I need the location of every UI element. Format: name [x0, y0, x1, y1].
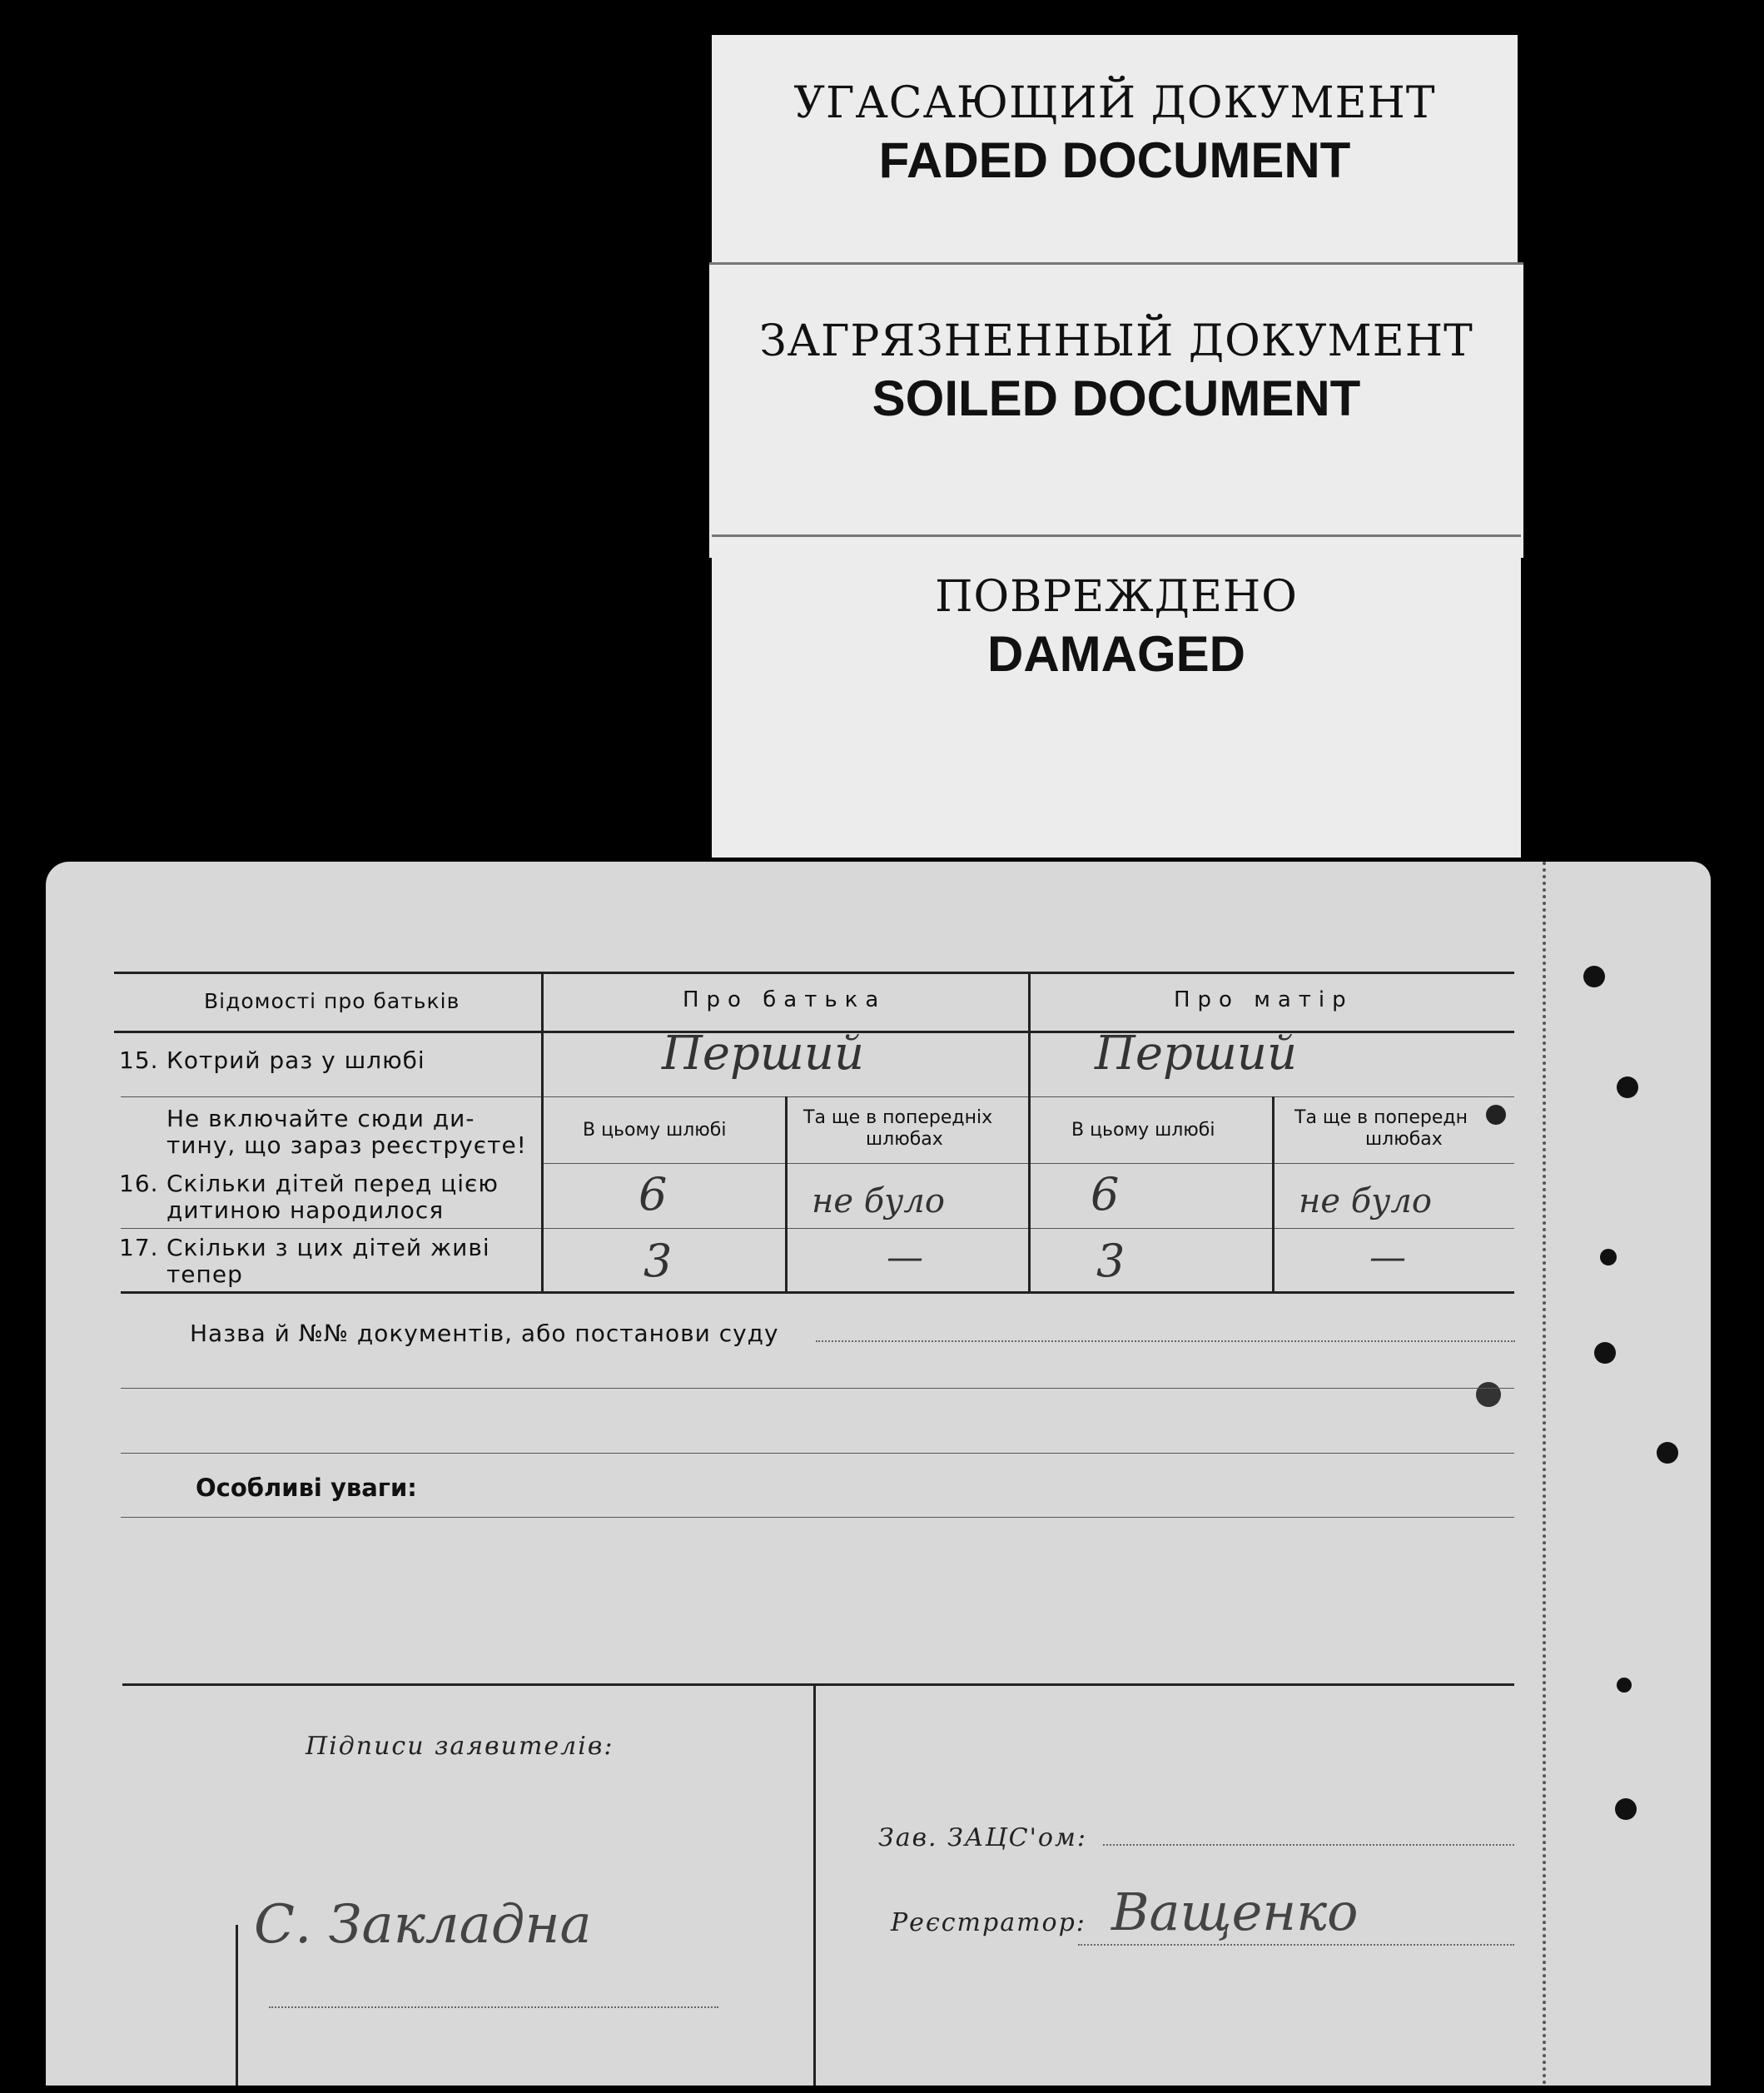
punch-hole — [1476, 1382, 1501, 1407]
table-subcol-divider — [785, 1096, 788, 1293]
col-header-father: Про батька — [683, 987, 887, 1012]
soiled-document-card — [709, 265, 1523, 558]
faded-label-en: FADED DOCUMENT — [878, 132, 1351, 188]
table-bottom-border — [121, 1291, 1514, 1294]
punch-hole — [1486, 1105, 1506, 1125]
table-row-divider — [121, 1096, 1514, 1097]
row-16-father-prev: не було — [812, 1182, 945, 1221]
notes-label: Особливі уваги: — [196, 1474, 417, 1502]
row-17-mother-prev: — — [1369, 1236, 1406, 1279]
row-17-father-this: 3 — [643, 1235, 673, 1287]
table-top-border — [114, 972, 1514, 974]
damaged-document-card — [712, 537, 1521, 858]
notes-line — [121, 1517, 1514, 1518]
punch-hole — [1657, 1442, 1678, 1464]
signatures-divider — [813, 1683, 816, 2086]
table-row-divider — [121, 1228, 1514, 1229]
documents-label: Назва й №№ документів, або постанови суду — [190, 1320, 779, 1347]
punch-hole — [1617, 1076, 1638, 1098]
punch-hole — [1594, 1342, 1616, 1364]
head-zags-line — [1103, 1844, 1514, 1846]
perforation-line — [1543, 862, 1546, 2086]
registrar-signature: Ващенко — [1111, 1882, 1359, 1942]
row-15-label: Котрий раз у шлюбі — [166, 1046, 425, 1074]
row-17-number: 17. — [119, 1234, 159, 1261]
subhead-mother-prev-2: шлюбах — [1365, 1129, 1443, 1150]
row-15-father-value: Перший — [662, 1027, 865, 1081]
subhead-father-this: В цьому шлюбі — [583, 1120, 727, 1141]
subhead-father-prev-2: шлюбах — [866, 1129, 943, 1150]
row-16-number: 16. — [119, 1170, 159, 1197]
damaged-label-ru: ПОВРЕЖДЕНО — [935, 572, 1298, 622]
row-15-number: 15. — [119, 1046, 159, 1074]
row-17-father-prev: — — [887, 1236, 923, 1279]
punch-hole — [1617, 1678, 1632, 1693]
note-line-1: Не включайте сюди ди- — [166, 1105, 475, 1132]
registrar-label: Реєстратор: — [891, 1908, 1086, 1937]
signature-margin-line — [236, 1925, 238, 2086]
soiled-label-ru: ЗАГРЯЗНЕННЫЙ ДОКУМЕНТ — [759, 316, 1473, 366]
registration-form-sheet — [46, 862, 1711, 2086]
row-17-mother-this: 3 — [1096, 1235, 1125, 1287]
subhead-mother-this: В цьому шлюбі — [1071, 1120, 1215, 1141]
table-col-divider — [1028, 972, 1031, 1293]
row-16-father-this: 6 — [639, 1168, 668, 1221]
documents-line — [121, 1388, 1514, 1389]
row-15-mother-value: Перший — [1095, 1027, 1298, 1081]
signatures-top-border — [122, 1683, 1514, 1686]
subhead-father-prev-1: Та ще в попередніх — [803, 1107, 993, 1128]
row-16-line-1: Скільки дітей перед цією — [166, 1170, 499, 1197]
applicant-signature: С. Закладна — [254, 1894, 592, 1956]
punch-hole — [1600, 1249, 1617, 1265]
applicant-signature-line — [269, 2006, 718, 2008]
subhead-mother-prev-1: Та ще в попередн — [1294, 1107, 1468, 1128]
col-header-mother: Про матір — [1174, 987, 1354, 1012]
punch-hole — [1583, 966, 1605, 987]
registrar-line — [1078, 1944, 1514, 1946]
damaged-label-en: DAMAGED — [987, 626, 1245, 682]
col-header-info: Відомості про батьків — [204, 989, 460, 1013]
soiled-label-en: SOILED DOCUMENT — [872, 370, 1361, 426]
row-16-line-2: дитиною народилося — [166, 1196, 445, 1224]
table-subcol-divider — [1272, 1096, 1275, 1293]
row-17-line-1: Скільки з цих дітей живі — [166, 1234, 490, 1261]
row-16-mother-this: 6 — [1091, 1168, 1120, 1221]
documents-line — [816, 1340, 1515, 1342]
row-16-mother-prev: не було — [1299, 1182, 1432, 1221]
documents-line — [121, 1453, 1514, 1454]
note-line-2: тину, що зараз реєструєте! — [166, 1131, 527, 1159]
row-17-line-2: тепер — [166, 1260, 243, 1288]
faded-label-ru: УГАСАЮЩИЙ ДОКУМЕНТ — [793, 78, 1436, 128]
punch-hole — [1615, 1798, 1637, 1820]
head-zags-label: Зав. ЗАЦС'ом: — [878, 1823, 1087, 1852]
faded-document-card — [712, 35, 1518, 300]
table-col-divider — [541, 972, 544, 1293]
applicants-signatures-label: Підписи заявителів: — [306, 1732, 614, 1761]
